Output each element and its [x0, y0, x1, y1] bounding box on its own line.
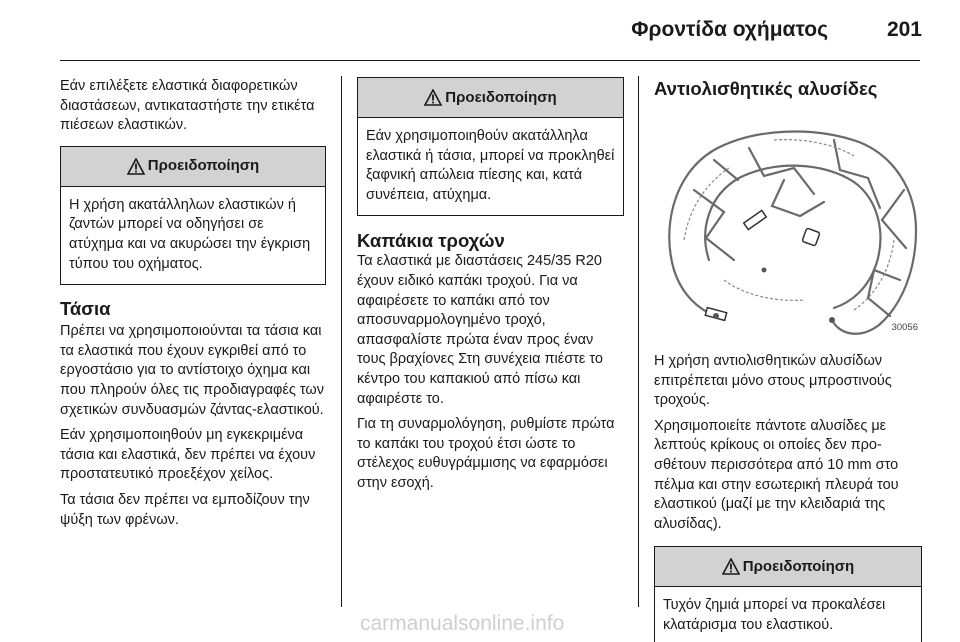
warning-box: [357, 77, 624, 216]
figure-number: 30056: [891, 322, 918, 334]
warning-text: Εάν χρησιμοποιηθούν ακατάλληλα ελαστικά ή τάσια, μπορεί να προκληθεί ξαφνική απώλεια πίεσης και, κατά συνέπεια, ατύχημα.: [366, 128, 615, 203]
warning-header: [655, 547, 921, 587]
warning-triangle-icon: [722, 558, 740, 575]
section-heading-wheel-covers: Τάσια: [60, 298, 111, 320]
watermark: carmanualsonline.info: [360, 612, 565, 635]
snow-chains-illustration: [654, 120, 922, 340]
warning-label: Προειδοποίηση: [742, 558, 855, 576]
body-paragraph: Για τη συναρμολόγηση, ρυθμίστε πρώτα το καπάκι του τροχού έτσι ώστε το στέλεχος ευθυγράμμισης να εφαρμόσει στην εσοχή.: [357, 416, 615, 491]
warning-box: [654, 546, 922, 642]
warning-text: Τυχόν ζημιά μπορεί να προκαλέσει κλατάρισμα του ελαστικού.: [663, 597, 886, 633]
body-paragraph: Τα ελαστικά με διαστάσεις 245/35 R20 έχουν ειδικό καπάκι τροχού. Για να αφαιρέσετε το καπάκι από τον αποσυναρμολογημένο τροχό, απασφαλίστε πρώτα έναν προς έναν τους βραχίονες Στη συνέχεια πιέστε το κέντρο του καπακιού από πίσω και αφαιρέστε το.: [357, 253, 603, 407]
body-paragraph: Πρέπει να χρησιμοποιούνται τα τάσια και τα ελαστικά που έχουν εγκριθεί από το εργοστάσιο για το αντίστοιχο όχημα και που πληρούν όλες τις προδιαγραφές των σχετικών συνδυασμών ζάντας-ελαστικού.: [60, 323, 324, 418]
warning-label: Προειδοποίηση: [147, 157, 260, 175]
body-paragraph: Τα τάσια δεν πρέπει να εμποδίζουν την ψύξη των φρένων.: [60, 491, 310, 528]
column-2: [357, 77, 624, 500]
column-divider: [638, 76, 639, 607]
warning-triangle-icon: [127, 158, 145, 175]
warning-box: [60, 146, 326, 285]
warning-text: Η χρήση ακατάλληλων ελαστικών ή ζαντών μπορεί να οδηγήσει σε ατύχημα και να ακυρώσει την έγκριση τύπου του οχήματος.: [69, 196, 311, 272]
warning-header: [61, 147, 325, 187]
page-number: 201: [886, 18, 922, 41]
header-rule: [60, 60, 920, 61]
page-header-title: Φροντίδα οχήματος: [631, 18, 828, 41]
column-divider: [341, 76, 342, 607]
section-heading-hub-caps: Καπάκια τροχών: [357, 230, 505, 252]
warning-header: [358, 78, 623, 118]
warning-label: Προειδοποίηση: [445, 88, 557, 106]
column-3: [654, 77, 922, 642]
body-paragraph: Χρησιμοποιείτε πάντοτε αλυσίδες με λεπτούς κρίκους οι οποίες δεν προσθέτουν περισσότερα από 10 mm στο πέλμα και στην εσωτερική πλευρά του ελαστικού (μαζί με την κλειδαριά της αλυσίδας).: [654, 417, 899, 532]
snow-chains-drawing: [654, 120, 922, 340]
section-heading-snow-chains: Αντιολισθητικές αλυσίδες: [654, 78, 878, 99]
body-paragraph: Η χρήση αντιολισθητικών αλυσίδων επιτρέπεται μόνο στους μπροστινούς τροχούς.: [654, 353, 892, 409]
intro-paragraph: Εάν επιλέξετε ελαστικά διαφορετικών διαστάσεων, αντικαταστήστε την ετικέτα πιέσεων ελαστικών.: [60, 78, 315, 134]
body-paragraph: Εάν χρησιμοποιηθούν μη εγκεκριμένα τάσια και ελαστικά, δεν πρέπει να έχουν προστατευτικό προεξέχον χείλος.: [60, 427, 316, 483]
warning-triangle-icon: [424, 89, 442, 106]
column-1: [60, 77, 326, 536]
